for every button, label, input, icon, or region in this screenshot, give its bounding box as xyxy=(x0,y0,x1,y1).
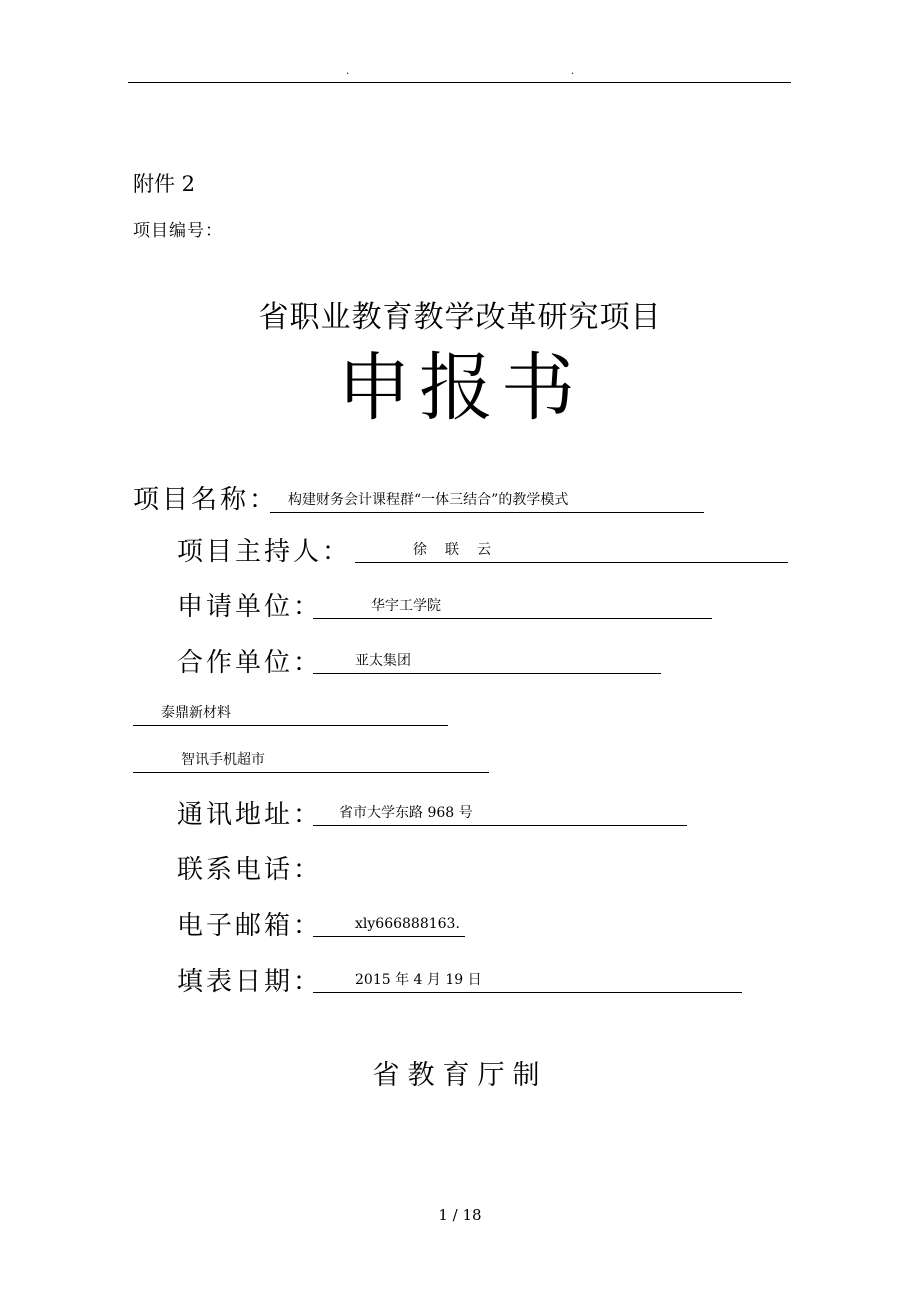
host-value: 徐 联 云 xyxy=(413,542,493,558)
attachment-label: 附件 2 xyxy=(133,172,196,196)
email-field xyxy=(313,914,465,937)
date-field xyxy=(313,970,742,993)
page-number: 1 / 18 xyxy=(438,1206,482,1224)
date-value: 2015 年 4 月 19 日 xyxy=(355,972,482,988)
header-dot-right: . xyxy=(571,66,575,77)
document-subtitle: 申报书 xyxy=(337,345,583,431)
address-value: 省市大学东路 968 号 xyxy=(339,805,473,821)
partner-3-value: 智讯手机超市 xyxy=(181,752,265,768)
host-label: 项目主持人： xyxy=(177,537,352,567)
address-field xyxy=(313,803,687,826)
partner-2-field xyxy=(133,703,448,726)
email-label: 电子邮箱： xyxy=(177,911,323,941)
partner-unit-label: 合作单位： xyxy=(177,648,323,678)
issuer: 省教育厅制 xyxy=(372,1060,548,1091)
partner-unit-field xyxy=(313,651,661,674)
email-value: xly666888163. xyxy=(355,916,460,932)
partner-2-value: 泰鼎新材料 xyxy=(161,705,231,721)
project-name-label: 项目名称： xyxy=(133,485,279,515)
partner-3-field xyxy=(133,750,489,773)
address-label: 通讯地址： xyxy=(177,800,323,830)
applicant-unit-value: 华宇工学院 xyxy=(371,598,441,614)
partner-unit-value: 亚太集团 xyxy=(355,653,411,669)
date-label: 填表日期： xyxy=(177,967,323,997)
phone-label: 联系电话： xyxy=(177,855,323,885)
header-rule xyxy=(128,82,791,83)
project-name-field xyxy=(270,490,704,513)
applicant-unit-label: 申请单位： xyxy=(177,592,323,622)
project-number-label: 项目编号： xyxy=(133,221,223,241)
project-name-value: 构建财务会计课程群“一体三结合”的教学模式 xyxy=(288,492,569,508)
document-title: 省职业教育教学改革研究项目 xyxy=(258,300,662,335)
host-field xyxy=(355,540,788,563)
header-dot-left: . xyxy=(346,66,350,77)
applicant-unit-field xyxy=(313,596,712,619)
